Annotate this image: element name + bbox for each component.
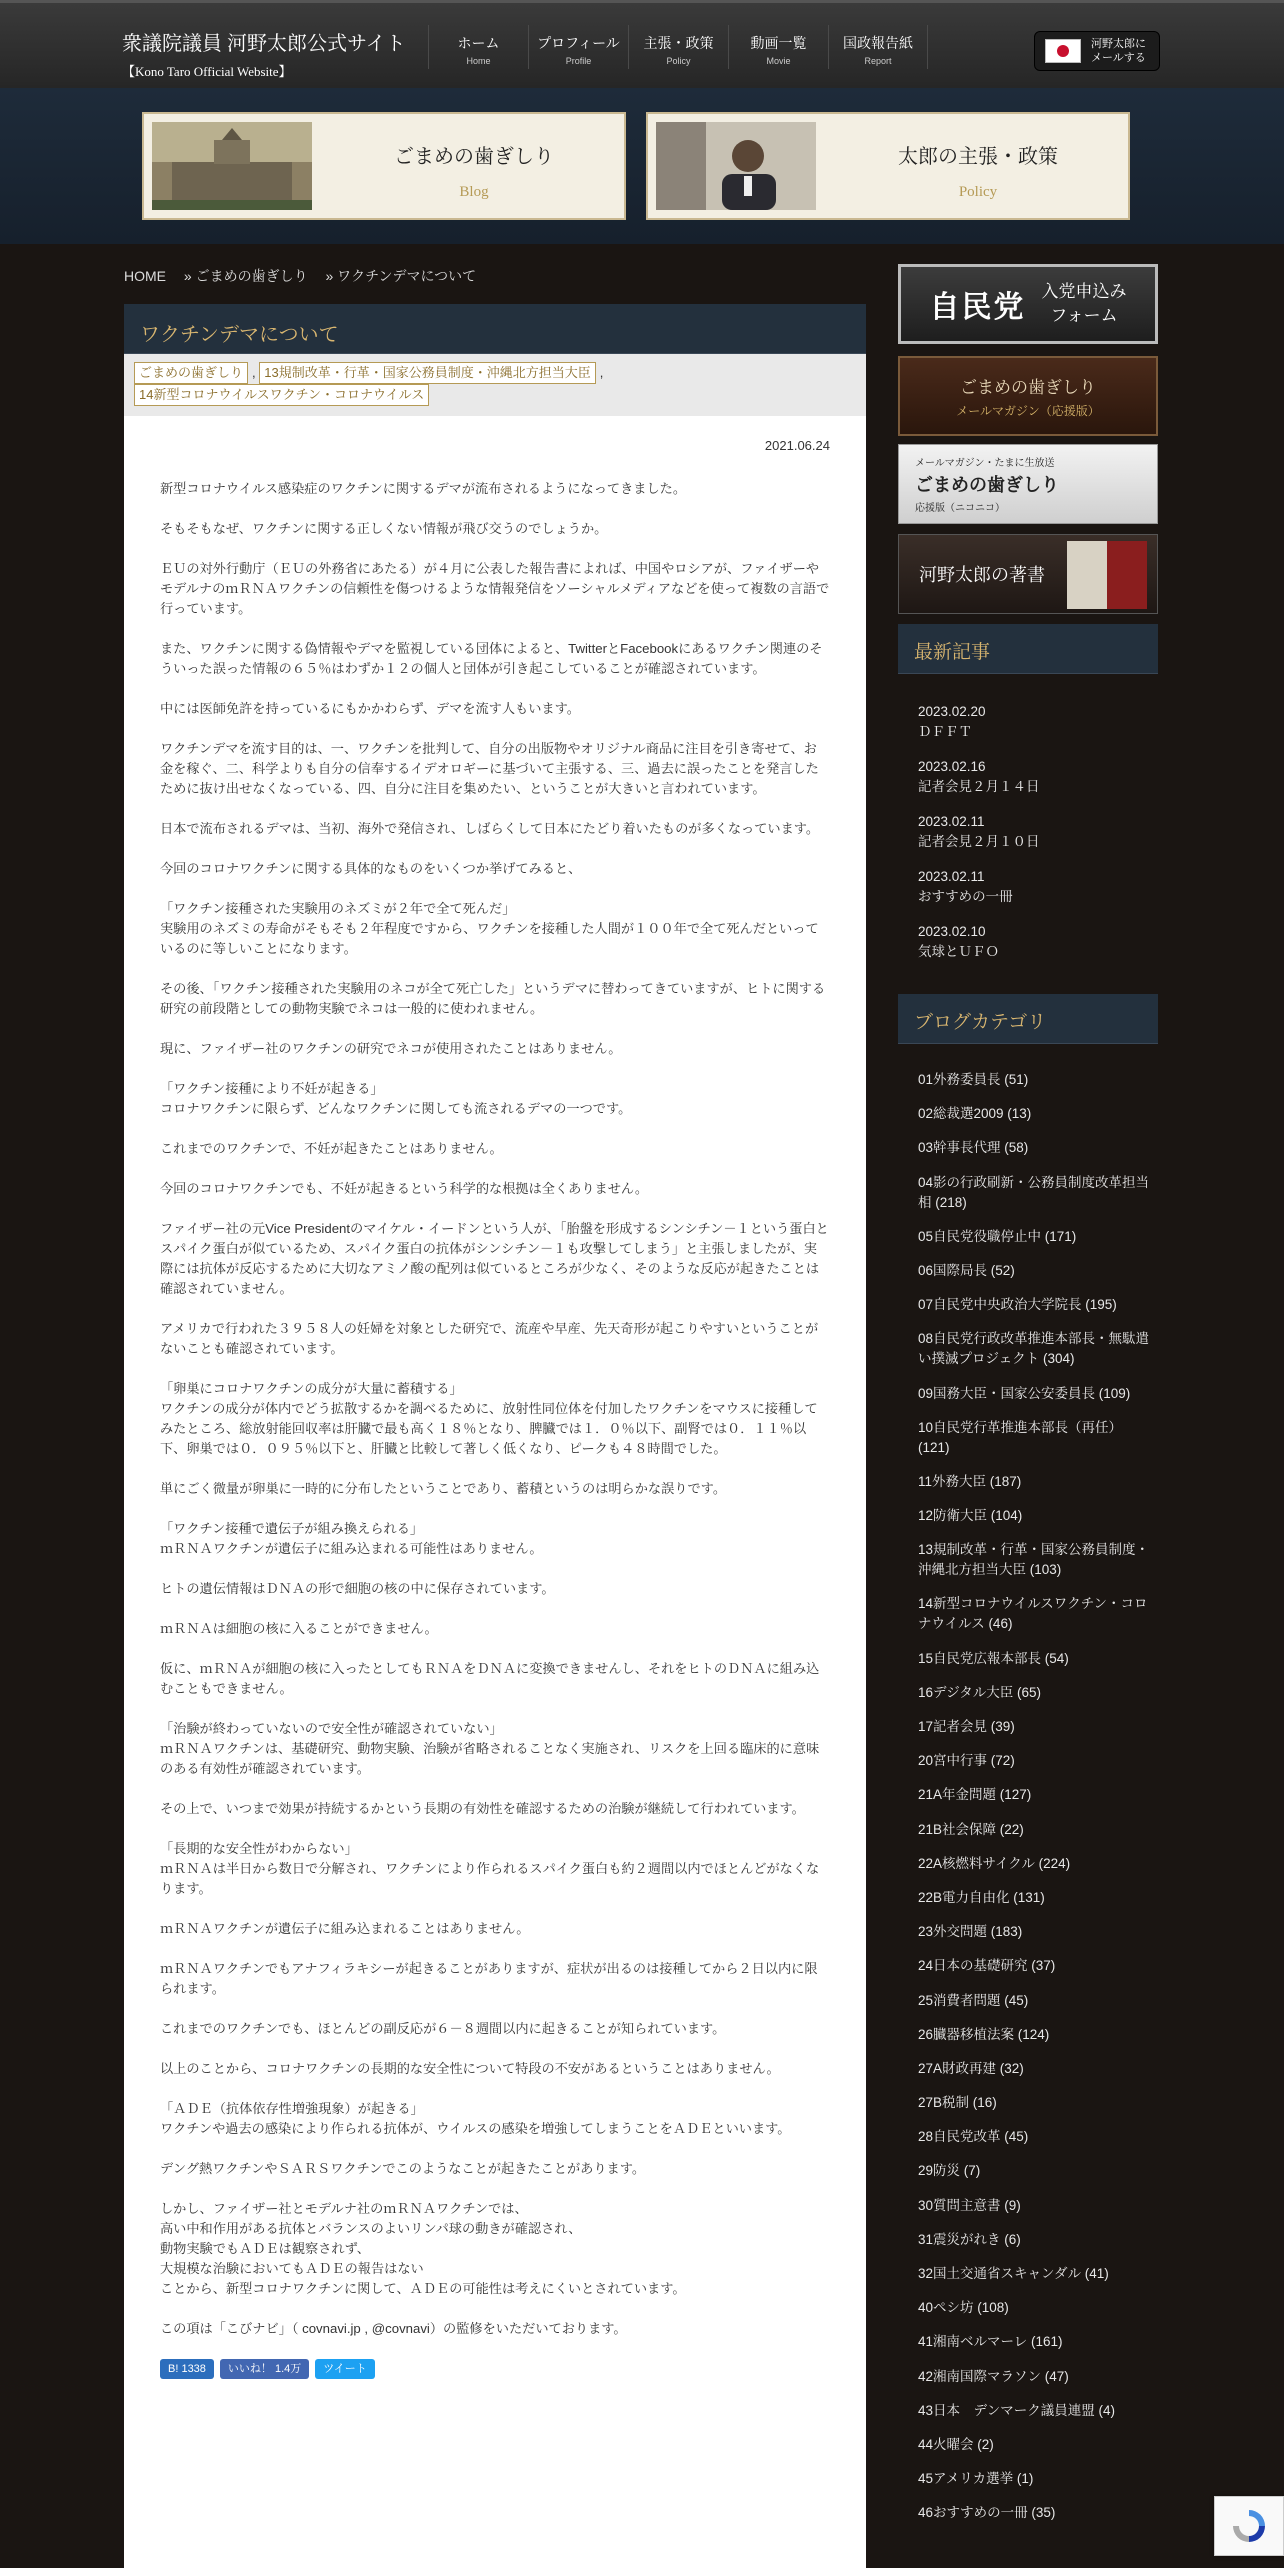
category-link[interactable]: 25消費者問題 (45) <box>918 1992 1029 2008</box>
books-label: 河野太郎の著書 <box>919 565 1045 585</box>
nav-label: ホーム <box>457 35 500 51</box>
site-title[interactable]: 衆議院議員 河野太郎公式サイト <box>122 33 406 55</box>
article-paragraph: そもそもなぜ、ワクチンに関する正しくない情報が飛び交うのでしょうか。 <box>160 521 608 536</box>
category-link[interactable]: 06国際局長 (52) <box>918 1262 1015 1278</box>
article-paragraph: その上で、いつまで効果が持続するかという長期の有効性を確認するための治験が継続して行われています。 <box>160 1801 805 1816</box>
category-link[interactable]: 05自民党役職停止中 (171) <box>918 1228 1077 1244</box>
mail-line2: メールする <box>1091 52 1146 64</box>
article-paragraph: 「卵巣にコロナワクチンの成分が大量に蓄積する」 ワクチンの成分が体内でどう拡散するかを調べるために、放射性同位体を付加したワクチンをマウスに接種してみたところ、総放射能回収率は肝臓で最も高く１８％となり、脾臓では１．０％以下、副腎では０．１１％以下、卵巣では０．０９５％以下と、肝臓と比較して著しく低くなり、ピークも４８時間でした。 <box>160 1381 818 1456</box>
category-link[interactable]: 42湘南国際マラソン (47) <box>918 2368 1069 2384</box>
category-link[interactable]: 40ペシ坊 (108) <box>918 2300 1009 2316</box>
recent-date: 2023.02.11 <box>918 814 985 829</box>
recent-post[interactable] <box>918 702 1148 742</box>
article-paragraph: ｍＲＮＡは細胞の核に入ることができません。 <box>160 1621 438 1636</box>
tag-link[interactable]: 14新型コロナウイルスワクチン・コロナウイルス <box>134 384 429 406</box>
books-banner[interactable] <box>898 534 1158 614</box>
category-link[interactable]: 27B税制 (16) <box>918 2095 997 2111</box>
article-paragraph: 「治験が終わっていないので安全性が確認されていない」 ｍＲＮＡワクチンは、基礎研究、動物実験、治験が省略されることなく実施され、リスクを上回る臨床的に意味のある有効性が確認されています。 <box>160 1721 820 1776</box>
article-paragraph: 「ワクチン接種された実験用のネズミが２年で全て死んだ」 実験用のネズミの寿命がそもそも２年程度ですから、ワクチンを接種した人間が１００年で全て死んだといっているのに等しいことになります。 <box>160 901 819 956</box>
article-paragraph: これまでのワクチンで、不妊が起きたことはありません。 <box>160 1141 503 1156</box>
category-link[interactable]: 08自民党行政改革推進本部長・無駄遣い撲滅プロジェクト (304) <box>918 1331 1150 1367</box>
recaptcha-icon <box>1229 2506 1269 2546</box>
category-link[interactable]: 09国務大臣・国家公安委員長 (109) <box>918 1385 1131 1401</box>
article-paragraph: アメリカで行われた３９５８人の妊婦を対象とした研究で、流産や早産、先天奇形が起こりやすいということがないことも確認されています。 <box>160 1321 819 1356</box>
category-link[interactable]: 45アメリカ選挙 (1) <box>918 2471 1034 2487</box>
category-list <box>918 1070 1150 2538</box>
article-paragraph: 現に、ファイザー社のワクチンの研究でネコが使用されたことはありません。 <box>160 1041 622 1056</box>
tag-link[interactable]: 13規制改革・行革・国家公務員制度・沖縄北方担当大臣 <box>259 362 595 384</box>
recaptcha-badge[interactable] <box>1214 2496 1284 2556</box>
tag-link[interactable]: ごまめの歯ぎしり <box>134 362 248 384</box>
recent-date: 2023.02.16 <box>918 759 986 774</box>
category-link[interactable]: 13規制改革・行革・国家公務員制度・沖縄北方担当大臣 (103) <box>918 1542 1150 1578</box>
mail-button-label <box>1091 37 1146 65</box>
article-date: 2021.06.24 <box>764 438 830 453</box>
category-link[interactable]: 15自民党広報本部長 (54) <box>918 1650 1069 1666</box>
portrait-image <box>656 122 816 210</box>
recent-date: 2023.02.20 <box>918 704 986 719</box>
mail-line1: 河野太郎に <box>1091 38 1146 50</box>
nav-policy[interactable] <box>628 25 728 69</box>
recent-title: 記者会見２月１０日 <box>918 834 1040 849</box>
nav-sublabel: Policy <box>666 56 691 66</box>
category-link[interactable]: 10自民党行革推進本部長（再任） (121) <box>918 1419 1123 1455</box>
article-paragraph: ＥＵの対外行動庁（ＥＵの外務省にあたる）が４月に公表した報告書によれば、中国やロシアが、ファイザーやモデルナのｍＲＮＡワクチンの信頼性を傷つけるような情報発信をソーシャルメディアなどを使って複数の言語で行っています。 <box>160 561 830 616</box>
category-link[interactable]: 27A財政再建 (32) <box>918 2060 1024 2076</box>
category-link[interactable]: 07自民党中央政治大学院長 (195) <box>918 1297 1117 1313</box>
article-paragraph: 中には医師免許を持っているにもかかわらず、デマを流す人もいます。 <box>160 701 580 716</box>
category-link[interactable]: 31震災がれき (6) <box>918 2231 1021 2247</box>
category-link[interactable]: 29防災 (7) <box>918 2163 981 2179</box>
article-paragraph: 「長期的な安全性がわからない」 ｍＲＮＡは半日から数日で分解され、ワクチンにより作られるスパイク蛋白も約２週間以内でほとんどがなくなります。 <box>160 1841 820 1896</box>
category-link[interactable]: 16デジタル大臣 (65) <box>918 1684 1041 1700</box>
ldp-membership-banner[interactable] <box>898 264 1158 344</box>
ldp-banner-label <box>1042 280 1127 328</box>
article-paragraph: 「ワクチン接種により不妊が起きる」 コロナワクチンに限らず、どんなワクチンに関しても流されるデマの一つです。 <box>160 1081 632 1116</box>
article-paragraph: ｍＲＮＡワクチンが遺伝子に組み込まれることはありません。 <box>160 1921 530 1936</box>
category-link[interactable]: 11外務大臣 (187) <box>918 1473 1022 1489</box>
recent-posts <box>918 702 1148 977</box>
category-link[interactable]: 12防衛大臣 (104) <box>918 1508 1023 1524</box>
tweet-button[interactable]: ツイート <box>315 2359 374 2379</box>
recent-title: 記者会見２月１４日 <box>918 779 1040 794</box>
blog-banner[interactable] <box>142 112 626 220</box>
category-link[interactable]: 17記者会見 (39) <box>918 1719 1015 1734</box>
article-paragraph: 単にごく微量が卵巣に一時的に分布したということであり、蓄積というのは明らかな誤りです。 <box>160 1481 727 1496</box>
policy-banner[interactable] <box>646 112 1130 220</box>
category-link[interactable]: 23外交問題 (183) <box>918 1924 1023 1940</box>
category-link[interactable]: 43日本 デンマーク議員連盟 (4) <box>918 2402 1115 2418</box>
share-buttons <box>160 2359 830 2379</box>
banner-subtitle: Policy <box>958 184 998 200</box>
recent-title: おすすめの一冊 <box>918 889 1013 904</box>
category-link[interactable]: 44火曜会 (2) <box>918 2436 994 2452</box>
nav-report[interactable] <box>828 25 928 69</box>
article-paragraph: 今回のコロナワクチンに関する具体的なものをいくつか挙げてみると、 <box>160 861 582 876</box>
category-link[interactable]: 26臓器移植法案 (124) <box>918 2026 1050 2042</box>
article-paragraph: 仮に、ｍＲＮＡが細胞の核に入ったとしてもＲＮＡをＤＮＡに変換できませんし、それをヒトのＤＮＡに組み込むこともできません。 <box>160 1661 820 1696</box>
mail-magazine-banner[interactable] <box>898 356 1158 436</box>
article-paragraph: 「ＡＤＥ（抗体依存性増強現象）が起きる」 ワクチンや過去の感染により作られる抗体が、ウイルスの感染を増強してしまうことをＡＤＥといいます。 <box>160 2101 791 2136</box>
article-body <box>124 416 866 2568</box>
breadcrumb-blog[interactable]: » ごまめの歯ぎしり <box>183 268 308 284</box>
article-paragraph: デング熱ワクチンやＳＡＲＳワクチンでこのようなことが起きたことがあります。 <box>160 2161 646 2176</box>
ldp-logo-text: 自民党 <box>929 291 1026 324</box>
nav-sublabel: Home <box>466 56 491 66</box>
nav-sublabel: Profile <box>565 56 592 66</box>
nav-movie[interactable] <box>728 25 828 69</box>
article-paragraph: ｍＲＮＡワクチンでもアナフィラキシーが起きることがありますが、症状が出るのは接種してから２日以内に限られます。 <box>160 1961 818 1996</box>
article-paragraph: 今回のコロナワクチンでも、不妊が起きるという科学的な根拠は全くありません。 <box>160 1181 649 1196</box>
article-paragraphs <box>160 479 830 2339</box>
recent-post[interactable] <box>918 757 1148 797</box>
category-link[interactable]: 03幹事長代理 (58) <box>918 1140 1029 1156</box>
japan-flag-icon <box>1045 39 1081 63</box>
nav-label: 主張・政策 <box>643 35 714 51</box>
mail-button[interactable] <box>1034 31 1160 71</box>
recent-heading: 最新記事 <box>898 624 1158 674</box>
banner-strip <box>0 88 1284 244</box>
category-link[interactable]: 41湘南ベルマーレ (161) <box>918 2334 1063 2350</box>
recent-date: 2023.02.11 <box>918 869 985 884</box>
nav-profile[interactable] <box>528 25 628 69</box>
nav-label: 動画一覧 <box>750 35 807 51</box>
article-paragraph: これまでのワクチンでも、ほとんどの副反応が６－８週間以内に起きることが知られています。 <box>160 2021 726 2036</box>
main-nav <box>428 25 928 69</box>
category-link[interactable]: 21A年金問題 (127) <box>918 1787 1032 1803</box>
article-paragraph: 新型コロナウイルス感染症のワクチンに関するデマが流布されるようになってきました。 <box>160 481 687 496</box>
article-paragraph: しかし、ファイザー社とモデルナ社のｍＲＮＡワクチンでは、 高い中和作用がある抗体とバランスのよいリンパ球の動きが確認され、 動物実験でもＡＤＥは観察されず、 大規模な治験においてもＡＤＥの報告はない ことから、新型コロナワクチンに関して、ＡＤＥの可能性は考えにくいとされています。 <box>160 2201 686 2296</box>
breadcrumb-current: » ワクチンデマについて <box>325 268 477 284</box>
ldp-line1: 入党申込み <box>1041 282 1127 301</box>
banner-title: ごまめの歯ぎしり <box>394 146 554 168</box>
recent-date: 2023.02.10 <box>918 924 986 939</box>
article-paragraph: 「ワクチン接種で遺伝子が組み換えられる」 ｍＲＮＡワクチンが遺伝子に組み込まれる可能性はありません。 <box>160 1521 543 1556</box>
top-header <box>0 0 1284 88</box>
facebook-like-button[interactable]: いいね！ 1.4万 <box>220 2359 309 2379</box>
category-link[interactable]: 30質問主意書 (9) <box>918 2197 1021 2213</box>
category-link[interactable]: 46おすすめの一冊 (35) <box>918 2505 1056 2521</box>
mm-subtitle: メールマガジン（応援版） <box>956 404 1100 418</box>
category-link[interactable]: 02総裁選2009 (13) <box>918 1106 1032 1122</box>
nav-home[interactable] <box>428 25 528 69</box>
banner-title: 太郎の主張・政策 <box>898 146 1058 168</box>
article-paragraph: ワクチンデマを流す目的は、一、ワクチンを批判して、自分の出版物やオリジナル商品に注目を引き寄せて、お金を稼ぐ、二、科学よりも自分の信奉するイデオロギーに基づいて主張する、三、過去に誤ったことを発言したために抜け出せなくなっている、四、自分に注目を集めたい、ということが大きいと言われています。 <box>160 741 819 796</box>
recent-title: ＤＦＦＴ <box>918 724 972 739</box>
article-title: ワクチンデマについて <box>124 304 866 354</box>
recent-post[interactable] <box>918 867 1148 907</box>
article-paragraph: また、ワクチンに関する偽情報やデマを監視している団体によると、TwitterとFacebookにあるワクチン関連のそういった誤った情報の６５％はわずか１２の個人と団体が引き起こしていることが確認されています。 <box>160 641 823 676</box>
article-paragraph: その後、「ワクチン接種された実験用のネコが全て死亡した」というデマに替わってきていますが、ヒトに関する研究の前段階としての動物実験でネコは一般的に使われません。 <box>160 981 826 1016</box>
book-cover-image <box>1067 541 1147 609</box>
nico-title: ごまめの歯ぎしり <box>915 475 1059 495</box>
category-link[interactable]: 04影の行政刷新・公務員制度改革担当相 (218) <box>918 1174 1150 1210</box>
nico-top: メールマガジン・たまに生放送 <box>915 458 1055 469</box>
category-link[interactable]: 32国土交通省スキャンダル (41) <box>918 2266 1109 2281</box>
diet-building-image <box>152 122 312 210</box>
ldp-line2: フォーム <box>1050 306 1118 325</box>
nav-sublabel: Movie <box>766 56 791 66</box>
article-paragraph: ファイザー社の元Vice Presidentのマイケル・イードンという人が、「胎盤を形成するシンシチン－１という蛋白とスパイク蛋白が似ているため、スパイク蛋白の抗体がシンシチン－１も攻撃してしまう」と主張しましたが、実際には抗体が反応するために大切なアミノ酸の配列は似ているところが少なく、そのような反応が起きたことは確認されていません。 <box>160 1221 829 1296</box>
banner-subtitle: Blog <box>459 184 489 200</box>
category-link[interactable]: 20宮中行事 (72) <box>918 1753 1015 1769</box>
nav-sublabel: Report <box>864 56 892 66</box>
article-paragraph: ヒトの遺伝情報はＤＮＡの形で細胞の核の中に保存されています。 <box>160 1581 555 1596</box>
nav-label: 国政報告紙 <box>843 35 913 51</box>
breadcrumb-home[interactable]: HOME <box>124 268 166 284</box>
category-link[interactable]: 22B電力自由化 (131) <box>918 1889 1045 1905</box>
article-paragraph: 日本で流布されるデマは、当初、海外で発信され、しばらくして日本にたどり着いたものが多くなっています。 <box>160 821 820 836</box>
nav-label: プロフィール <box>537 35 620 51</box>
breadcrumb <box>124 266 490 286</box>
hatena-bookmark-button[interactable]: B! 1338 <box>160 2359 214 2379</box>
recent-title: 気球とＵＦＯ <box>918 944 999 959</box>
article-tags: ごまめの歯ぎしり , 13規制改革・行革・国家公務員制度・沖縄北方担当大臣 , 14新型コロナウイルスワクチン・コロナウイルス <box>124 354 866 416</box>
recent-post[interactable] <box>918 922 1148 962</box>
article-paragraph: 以上のことから、コロナワクチンの長期的な安全性について特段の不安があるということはありません。 <box>160 2061 780 2076</box>
category-link[interactable]: 14新型コロナウイルスワクチン・コロナウイルス (46) <box>918 1596 1148 1632</box>
recent-post[interactable] <box>918 812 1148 852</box>
niconico-banner[interactable] <box>898 444 1158 524</box>
category-link[interactable]: 22A核燃料サイクル (224) <box>918 1855 1071 1871</box>
mm-title: ごまめの歯ぎしり <box>960 378 1096 397</box>
category-link[interactable]: 21B社会保障 (22) <box>918 1821 1024 1837</box>
article-paragraph: この項は「こびナビ」（ covnavi.jp , @covnavi）の監修をいただいております。 <box>160 2321 627 2336</box>
category-heading: ブログカテゴリ <box>898 994 1158 1044</box>
site-subtitle: 【Kono Taro Official Website】 <box>122 64 292 79</box>
nico-subtitle: 応援版（ニコニコ） <box>915 503 1005 514</box>
category-link[interactable]: 28自民党改革 (45) <box>918 2129 1029 2145</box>
category-link[interactable]: 01外務委員長 (51) <box>918 1072 1029 1087</box>
category-link[interactable]: 24日本の基礎研究 (37) <box>918 1958 1056 1974</box>
